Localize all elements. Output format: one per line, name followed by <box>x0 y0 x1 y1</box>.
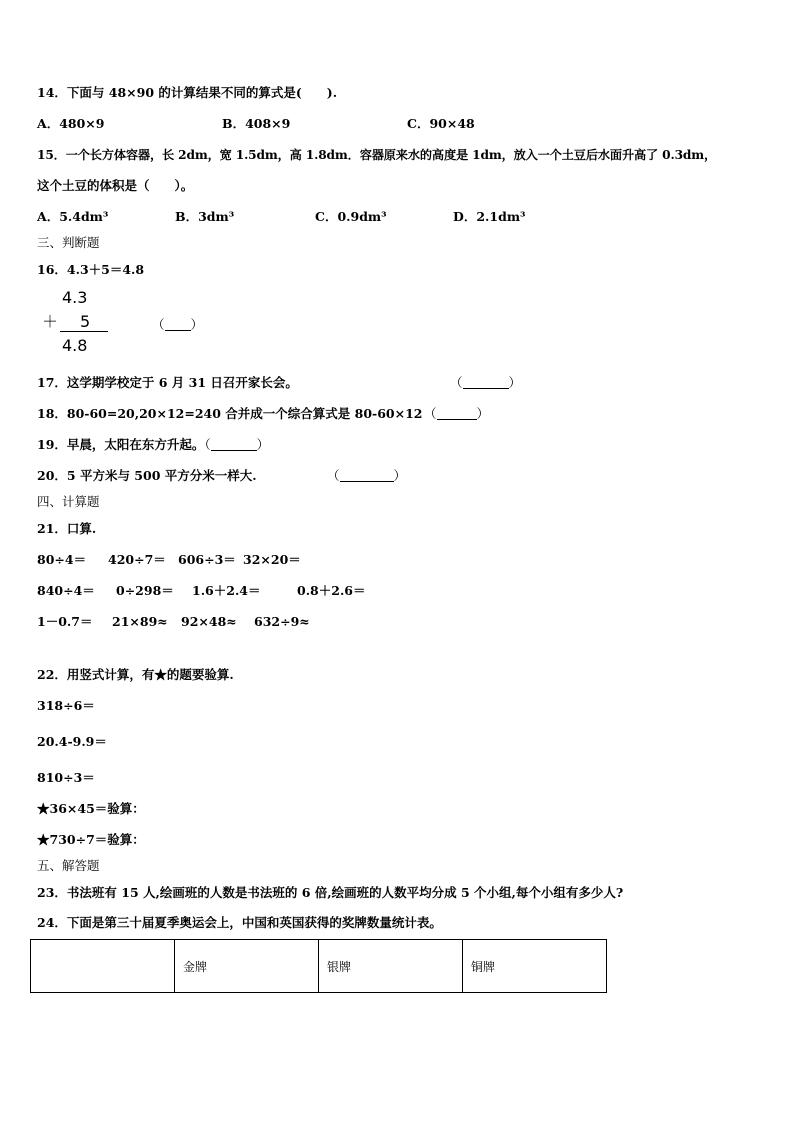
paren-open: （ <box>204 437 211 452</box>
table-header-cell: 金牌 <box>175 940 319 993</box>
q21-item: 80÷4＝ <box>37 552 87 567</box>
section-title-judgment: 三、判断题 <box>37 235 100 250</box>
q15-option-c: C．0.9dm³ <box>315 209 387 224</box>
q17-stem: 17．这学期学校定于 6 月 31 日召开家长会。 <box>37 375 298 390</box>
q16-answer-blank <box>152 317 203 333</box>
medal-table <box>30 939 607 993</box>
vertical-top-number: 4.3 <box>62 288 88 307</box>
blank-line <box>340 469 394 482</box>
blank-line <box>211 438 257 451</box>
table-header-cell: 铜牌 <box>463 940 607 993</box>
q14-option-b: B．408×9 <box>222 116 291 131</box>
paren-open: （ <box>327 468 340 483</box>
q21-item: 21×89≈ <box>112 614 168 629</box>
q24-stem: 24．下面是第三十届夏季奥运会上，中国和英国获得的奖牌数量统计表。 <box>37 915 442 930</box>
table-header-cell: 银牌 <box>319 940 463 993</box>
q15-stem-line2: 这个土豆的体积是（ ）。 <box>37 178 194 193</box>
q14-option-c: C．90×48 <box>407 116 475 131</box>
q20-stem: 20．5 平方米与 500 平方分米一样大. <box>37 468 257 483</box>
q19-stem <box>37 437 269 453</box>
q22-item: ★730÷7＝验算： <box>37 832 145 847</box>
vertical-result-number: 4.8 <box>62 336 88 355</box>
table-row <box>31 940 607 993</box>
paren-open: （ <box>424 406 437 421</box>
q18-answer-blank <box>424 406 489 422</box>
q21-item: 0÷298＝ <box>116 583 174 598</box>
paren-open: （ <box>152 317 165 332</box>
q15-option-a: A．5.4dm³ <box>37 209 109 224</box>
q22-stem: 22．用竖式计算，有★的题要验算. <box>37 667 234 682</box>
q16-vertical-calculation <box>40 289 120 359</box>
q21-item: 1.6＋2.4＝ <box>192 583 261 598</box>
blank-line <box>165 318 191 331</box>
q14-stem: 14．下面与 48×90 的计算结果不同的算式是( ). <box>37 85 338 100</box>
q21-item: 606÷3＝ <box>178 552 236 567</box>
paren-close: ） <box>190 317 204 332</box>
paren-close: ） <box>256 437 270 452</box>
vertical-result-line <box>60 331 108 332</box>
q20-answer-blank <box>327 468 406 484</box>
section-title-word-problems: 五、解答题 <box>37 858 100 873</box>
q21-item: 632÷9≈ <box>254 614 310 629</box>
q21-item: 92×48≈ <box>181 614 237 629</box>
paren-close: ） <box>393 468 407 483</box>
blank-line <box>463 376 509 389</box>
q14-option-a: A．480×9 <box>37 116 105 131</box>
q15-option-d: D．2.1dm³ <box>453 209 526 224</box>
paren-open: （ <box>450 375 463 390</box>
q23-stem: 23．书法班有 15 人,绘画班的人数是书法班的 6 倍,绘画班的人数平均分成 5 个小组,每个小组有多少人? <box>37 885 624 900</box>
section-title-calculation: 四、计算题 <box>37 494 100 509</box>
q15-stem-line1: 15．一个长方体容器，长 2dm，宽 1.5dm，高 1.8dm．容器原来水的高度是 1dm，放入一个土豆后水面升高了 0.3dm， <box>37 148 717 162</box>
q22-item: 318÷6＝ <box>37 698 95 713</box>
q16-stem: 16．4.3＋5＝4.8 <box>37 262 145 277</box>
table-header-cell <box>31 940 175 993</box>
q22-item: 20.4-9.9＝ <box>37 734 107 749</box>
q17-answer-blank <box>450 375 521 391</box>
vertical-plus-sign: ＋ <box>42 312 59 331</box>
q19-stem-text: 19．早晨，太阳在东方升起。 <box>37 437 205 452</box>
q21-item: 420÷7＝ <box>108 552 166 567</box>
q21-item: 32×20＝ <box>243 552 301 567</box>
q22-item: 810÷3＝ <box>37 770 95 785</box>
q18-stem: 18．80-60=20,20×12=240 合并成一个综合算式是 80-60×12 <box>37 406 423 421</box>
paren-close: ） <box>476 406 490 421</box>
q21-item: 0.8＋2.6＝ <box>297 583 366 598</box>
q22-item: ★36×45＝验算： <box>37 801 145 816</box>
blank-line <box>437 407 477 420</box>
q15-option-b: B．3dm³ <box>175 209 235 224</box>
paren-close: ） <box>508 375 522 390</box>
q21-stem: 21．口算. <box>37 521 97 536</box>
q21-item: 1－0.7＝ <box>37 614 93 629</box>
q21-item: 840÷4＝ <box>37 583 95 598</box>
vertical-second-number: 5 <box>80 312 91 331</box>
